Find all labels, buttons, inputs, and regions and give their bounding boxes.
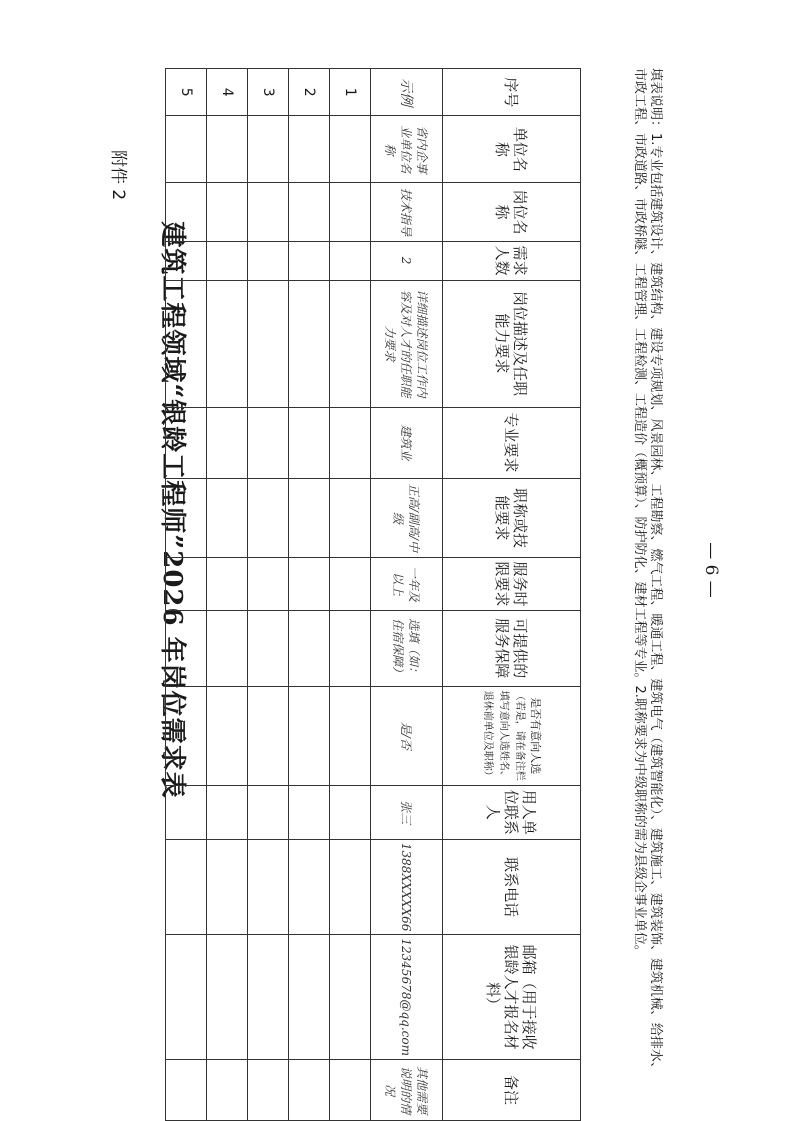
table-cell: [207, 558, 248, 610]
table-cell: [207, 686, 248, 785]
table-cell: [207, 785, 248, 839]
header-title-req: 职称或技能要求: [443, 478, 581, 558]
header-post-name: 岗位名称: [443, 183, 581, 241]
table-cell: [289, 558, 330, 610]
table-cell: [289, 785, 330, 839]
header-remarks: 备注: [443, 1059, 581, 1120]
table-cell: [248, 407, 289, 478]
table-cell: [289, 686, 330, 785]
header-phone: 联系电话: [443, 839, 581, 935]
header-contact: 用人单位联系人: [443, 785, 581, 839]
table-cell: [166, 407, 207, 478]
table-cell: [289, 280, 330, 407]
table-cell: [330, 935, 371, 1060]
table-cell: [166, 116, 207, 183]
table-cell: [289, 839, 330, 935]
row-seq: 1: [330, 69, 371, 116]
table-cell: [207, 241, 248, 280]
example-title-req: 正高/副高/中级: [371, 478, 443, 558]
table-cell: [330, 478, 371, 558]
table-cell: [330, 241, 371, 280]
table-cell: [207, 407, 248, 478]
table-cell: [289, 610, 330, 686]
table-cell: [248, 558, 289, 610]
example-service-time: 一年及以上: [371, 558, 443, 610]
table-cell: [207, 183, 248, 241]
example-major: 建筑业: [371, 407, 443, 478]
page-number: — 6 —: [701, 542, 721, 598]
header-service-time: 服务时限要求: [443, 558, 581, 610]
header-row: [443, 69, 581, 1121]
table-cell: [248, 935, 289, 1060]
table-cell: [289, 1059, 330, 1120]
example-remarks: 其他需要说明的情况: [371, 1059, 443, 1120]
table-cell: [207, 839, 248, 935]
table-cell: [207, 280, 248, 407]
table-cell: [207, 1059, 248, 1120]
header-email: 邮箱（用于接收银龄人才报名材料）: [443, 935, 581, 1060]
table-cell: [166, 1059, 207, 1120]
table-cell: [248, 785, 289, 839]
row-seq: 2: [289, 69, 330, 116]
table-cell: [248, 280, 289, 407]
row-seq: 4: [207, 69, 248, 116]
header-intent: [443, 686, 581, 785]
table-cell: [207, 478, 248, 558]
table-cell: [248, 241, 289, 280]
example-headcount: 2: [371, 241, 443, 280]
table-cell: [248, 478, 289, 558]
header-description: 岗位描述及任职能力要求: [443, 280, 581, 407]
table-cell: [166, 839, 207, 935]
table-cell: [330, 1059, 371, 1120]
table-cell: [330, 785, 371, 839]
table-cell: [330, 116, 371, 183]
table-row: [289, 69, 330, 1121]
header-major: 专业要求: [443, 407, 581, 478]
example-email: 12345678@qq.com: [371, 935, 443, 1060]
header-support: 可提供的服务保障: [443, 610, 581, 686]
table-cell: [166, 241, 207, 280]
fill-instructions: 填表说明：1.专业包括建筑设计、建筑结构、建设专项规划、风景园林、工程勘察、燃气工程、暖通工程、建筑电气（建筑智能化）、建筑施工、建筑装饰、建筑机械、给排水、市政工程、市政道路、市政桥隧、工程管理、工程检测、工程造价（概预算）、防护防化、建材工程等专业。2.职称要求为中级职称的需为县级企事业单位。: [632, 68, 663, 1075]
example-post-name: 技术指导: [371, 183, 443, 241]
table-row: [248, 69, 289, 1121]
table-cell: [248, 839, 289, 935]
example-support: 选填（如：住宿保障）: [371, 610, 443, 686]
table-cell: [248, 183, 289, 241]
requirements-table: [165, 68, 581, 1121]
table-cell: [289, 407, 330, 478]
table-cell: [166, 280, 207, 407]
table-cell: [248, 610, 289, 686]
row-seq: 3: [248, 69, 289, 116]
table-cell: [289, 478, 330, 558]
table-cell: [289, 241, 330, 280]
table-cell: [166, 785, 207, 839]
table-cell: [166, 610, 207, 686]
table-cell: [330, 610, 371, 686]
attachment-label: 附件 2: [108, 150, 128, 201]
requirements-table-container: [165, 68, 581, 1121]
example-intent: 是/否: [371, 686, 443, 785]
table-cell: [166, 935, 207, 1060]
table-cell: [166, 686, 207, 785]
example-seq: 示例: [371, 69, 443, 116]
table-cell: [330, 280, 371, 407]
example-unit-name: 省内企事业单位名称: [371, 116, 443, 183]
table-cell: [330, 183, 371, 241]
table-cell: [330, 407, 371, 478]
table-cell: [289, 183, 330, 241]
table-cell: [330, 686, 371, 785]
example-description: 详细描述岗位工作内容及对人才的任职能力要求: [371, 280, 443, 407]
table-cell: [248, 1059, 289, 1120]
table-cell: [330, 839, 371, 935]
table-row: [207, 69, 248, 1121]
table-cell: [207, 610, 248, 686]
page-title: 建筑工程领域“银龄工程师”2026 年岗位需求表: [157, 221, 187, 799]
table-cell: [207, 935, 248, 1060]
table-cell: [248, 686, 289, 785]
table-cell: [166, 183, 207, 241]
header-unit-name: 单位名称: [443, 116, 581, 183]
table-cell: [330, 558, 371, 610]
header-headcount: 需求人数: [443, 241, 581, 280]
table-cell: [166, 478, 207, 558]
example-contact: 张三: [371, 785, 443, 839]
header-intent-note: （若是，请在备注栏填写意向人选姓名、退休前单位及职称）: [482, 690, 525, 781]
table-cell: [166, 558, 207, 610]
table-row: [166, 69, 207, 1121]
table-cell: [248, 116, 289, 183]
row-seq: 5: [166, 69, 207, 116]
table-row: [330, 69, 371, 1121]
header-seq: 序号: [443, 69, 581, 116]
example-row: [371, 69, 443, 1121]
table-cell: [289, 116, 330, 183]
example-phone: 1388XXXXX66: [371, 839, 443, 935]
header-intent-main: 是否有意向人选: [529, 697, 542, 775]
table-cell: [289, 935, 330, 1060]
table-cell: [207, 116, 248, 183]
